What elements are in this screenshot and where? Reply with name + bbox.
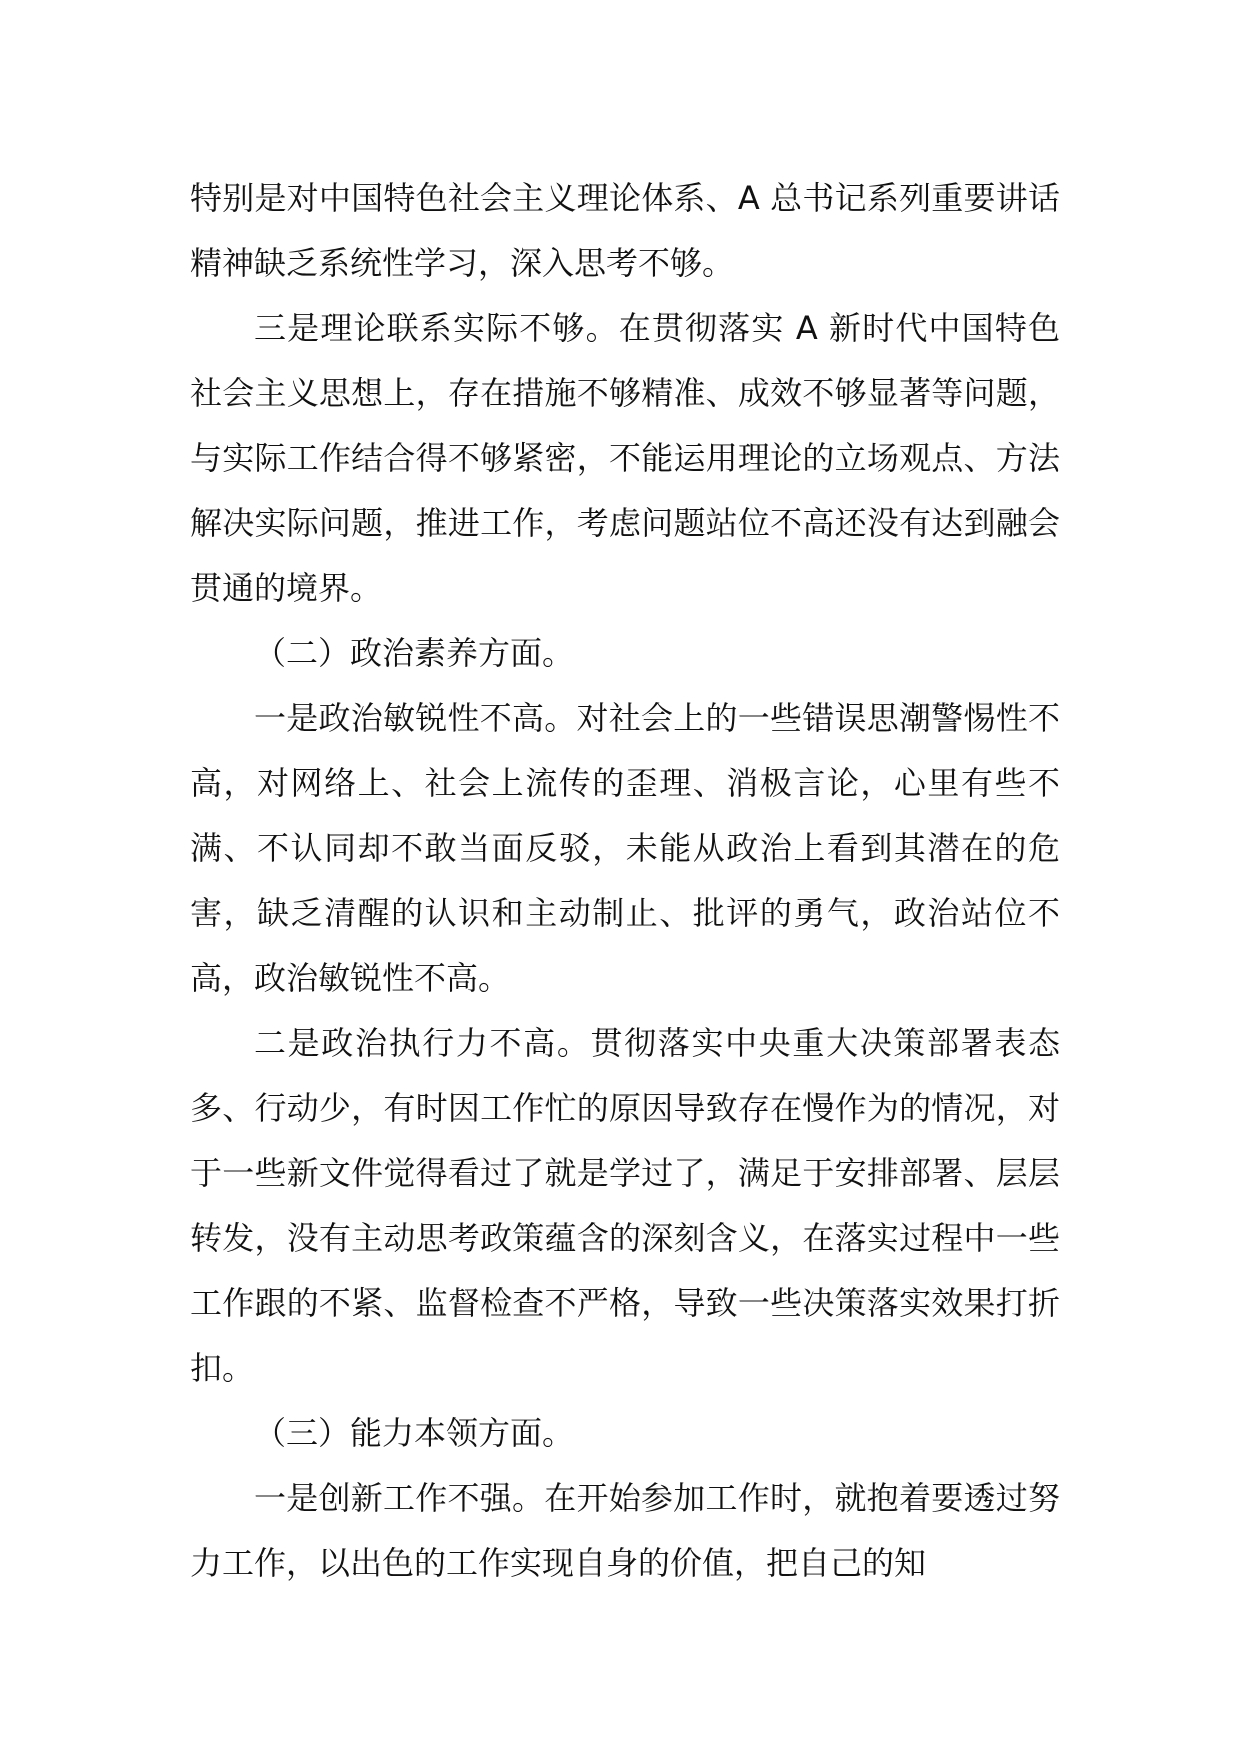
paragraph-political-execution: 二是政治执行力不高。贯彻落实中央重大决策部署表态多、行动少，有时因工作忙的原因导致存在慢作为的情况，对于一些新文件觉得看过了就是学过了，满足于安排部署、层层转发，没有主动思考政策蕴含的深刻含义，在落实过程中一些工作跟的不紧、监督检查不严格，导致一些决策落实效果打折扣。 (190, 1024, 1060, 1387)
section-heading-political-quality: （二）政治素养方面。 (254, 634, 575, 672)
document-body (190, 166, 1060, 1596)
paragraph-continuation: 特别是对中国特色社会主义理论体系、A 总书记系列重要讲话精神缺乏系统性学习，深入思考不够。 (190, 179, 1060, 282)
paragraph-political-sensitivity: 一是政治敏锐性不高。对社会上的一些错误思潮警惕性不高，对网络上、社会上流传的歪理、消极言论，心里有些不满、不认同却不敢当面反驳，未能从政治上看到其潜在的危害，缺乏清醒的认识和主动制止、批评的勇气，政治站位不高，政治敏锐性不高。 (190, 699, 1060, 997)
section-heading-capability: （三）能力本领方面。 (254, 1414, 575, 1452)
paragraph-theory-practice: 三是理论联系实际不够。在贯彻落实 A 新时代中国特色社会主义思想上，存在措施不够精准、成效不够显著等问题，与实际工作结合得不够紧密，不能运用理论的立场观点、方法解决实际问题，推进工作，考虑问题站位不高还没有达到融会贯通的境界。 (190, 309, 1060, 607)
paragraph-innovation: 一是创新工作不强。在开始参加工作时，就抱着要透过努力工作，以出色的工作实现自身的价值，把自己的知 (190, 1479, 1060, 1582)
